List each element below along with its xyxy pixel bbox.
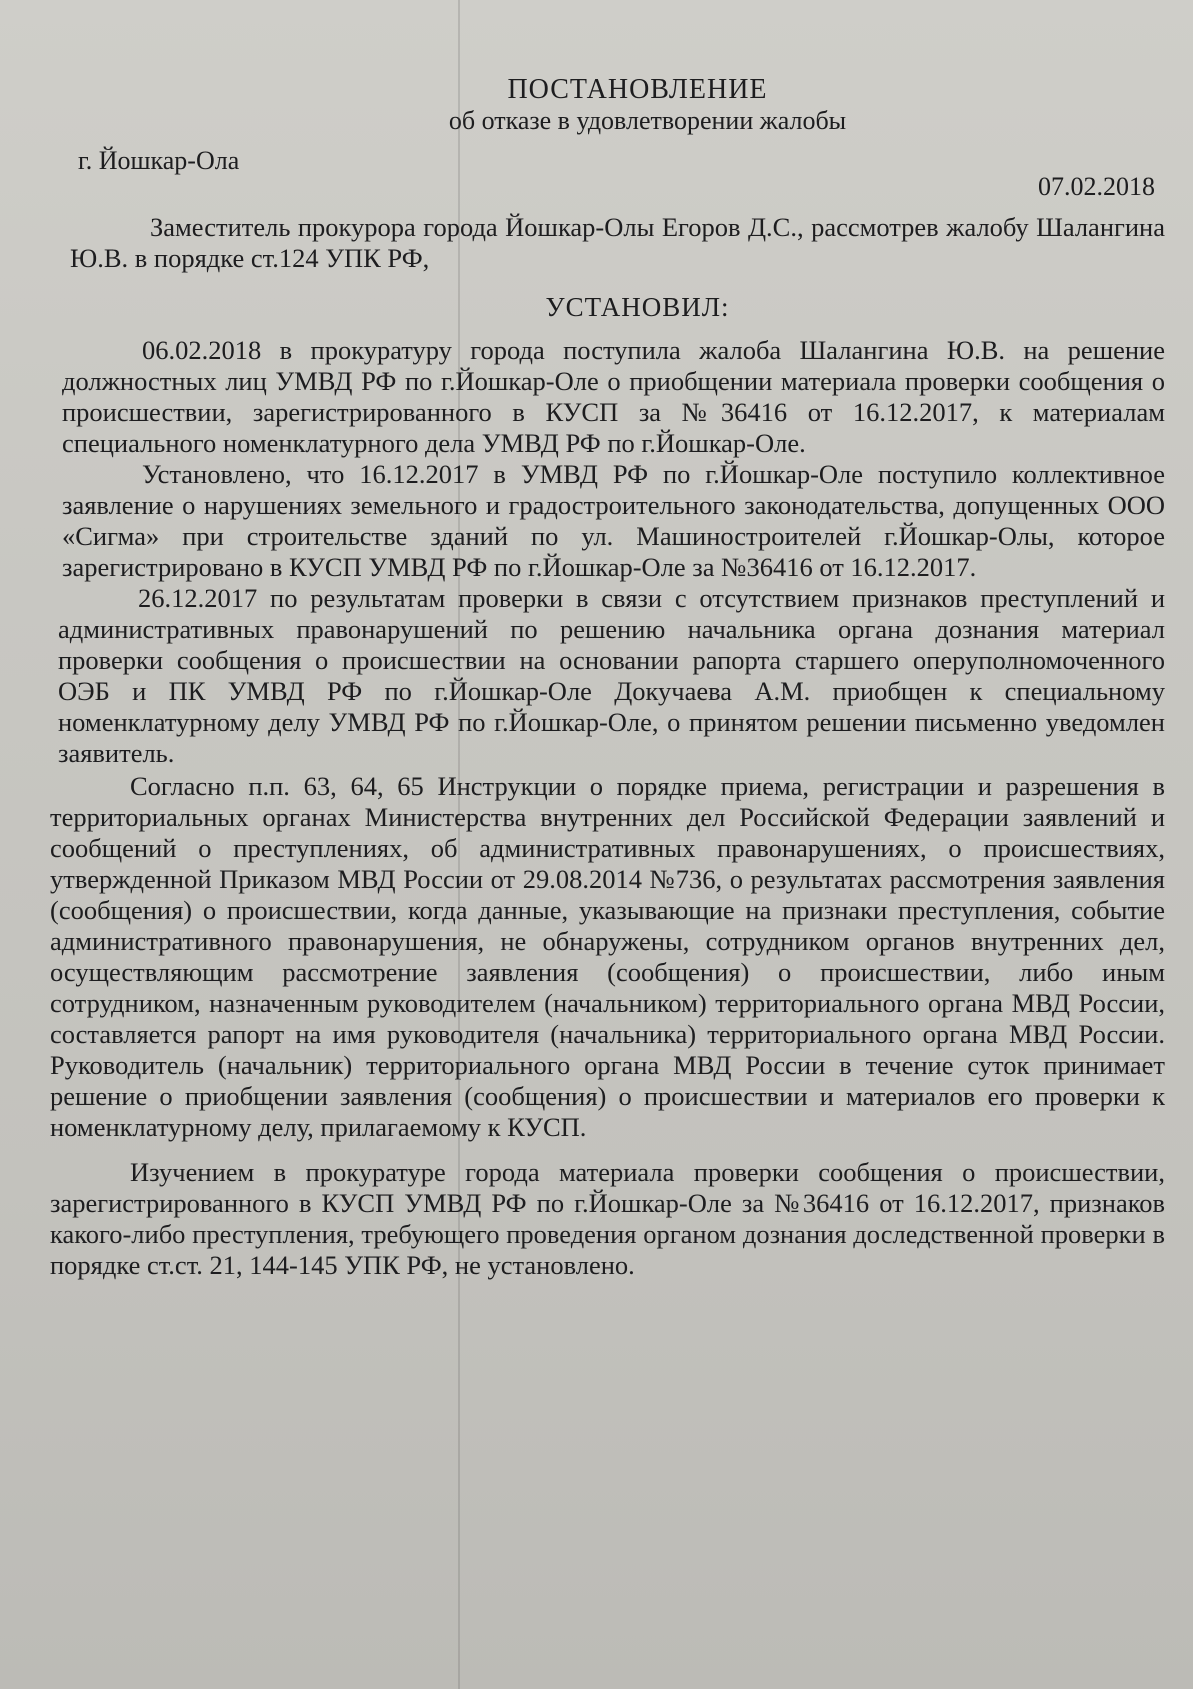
document-title: ПОСТАНОВЛЕНИЕ — [507, 74, 768, 105]
body-paragraph: 06.02.2018 в прокуратуру города поступила жалоба Шалангина Ю.В. на решение должностных лиц УМВД РФ по г.Йошкар-Оле о приобщении материала проверки сообщения о происшествии, зарегистрированного в КУСП за №36416 от 16.12.2017, к материалам специального номенклатурного дела УМВД РФ по г.Йошкар-Оле. — [62, 335, 1165, 458]
body-paragraph: 26.12.2017 по результатам проверки в связи с отсутствием признаков преступлений и административных правонарушений по решению начальника органа дознания материал проверки сообщения о происшествии на основании рапорта старшего оперуполномоченного ОЭБ и ПК УМВД РФ по г.Йошкар-Оле Докучаева А.М. приобщен к специальному номенклатурному делу УМВД РФ по г.Йошкар-Оле, о принятом решении письменно уведомлен заявитель. — [58, 583, 1165, 768]
scan-fold-line — [458, 0, 460, 1689]
body-paragraph: Согласно п.п. 63, 64, 65 Инструкции о порядке приема, регистрации и разрешения в территориальных органах Министерства внутренних дел Российской Федерации заявлений и сообщений о преступлениях, об административных правонарушениях, о происшествиях, утвержденной Приказом МВД России от 29.08.2014 №736, о результатах рассмотрения заявления (сообщения) о происшествии, когда данные, указывающие на признаки преступления, событие административного правонарушения, не обнаружены, сотрудником органов внутренних дел, осуществляющим рассмотрение заявления (сообщения) о происшествии, либо иным сотрудником, назначенным руководителем (начальником) территориального органа МВД России, составляется рапорт на имя руководителя (начальника) территориального органа МВД России. Руководитель (начальник) территориального органа МВД России в течение суток принимает решение о приобщении заявления (сообщения) о происшествии и материалов его проверки к номенклатурному делу, прилагаемому к КУСП. — [50, 771, 1165, 1142]
body-paragraph: Изучением в прокуратуре города материала проверки сообщения о происшествии, зарегистрированного в КУСП УМВД РФ по г.Йошкар-Оле за №36416 от 16.12.2017, признаков какого-либо преступления, требующего проведения органом дознания доследственной проверки в порядке ст.ст. 21, 144-145 УПК РФ, не установлено. — [50, 1157, 1165, 1280]
intro-paragraph: Заместитель прокурора города Йошкар-Олы Егоров Д.С., рассмотрев жалобу Шалангина Ю.В. в порядке ст.124 УПК РФ, — [70, 212, 1165, 273]
document-subtitle: об отказе в удовлетворении жалобы — [448, 106, 847, 135]
document-date: 07.02.2018 — [1038, 172, 1155, 201]
section-heading: УСТАНОВИЛ: — [545, 292, 730, 322]
body-paragraph: Установлено, что 16.12.2017 в УМВД РФ по г.Йошкар-Оле поступило коллективное заявление о нарушениях земельного и градостроительного законодательства, допущенных ООО «Сигма» при строительстве зданий по ул. Машиностроителей г.Йошкар-Олы, которое зарегистрировано в КУСП УМВД РФ по г.Йошкар-Оле за №36416 от 16.12.2017. — [62, 459, 1165, 582]
document-place: г. Йошкар-Ола — [78, 146, 240, 175]
